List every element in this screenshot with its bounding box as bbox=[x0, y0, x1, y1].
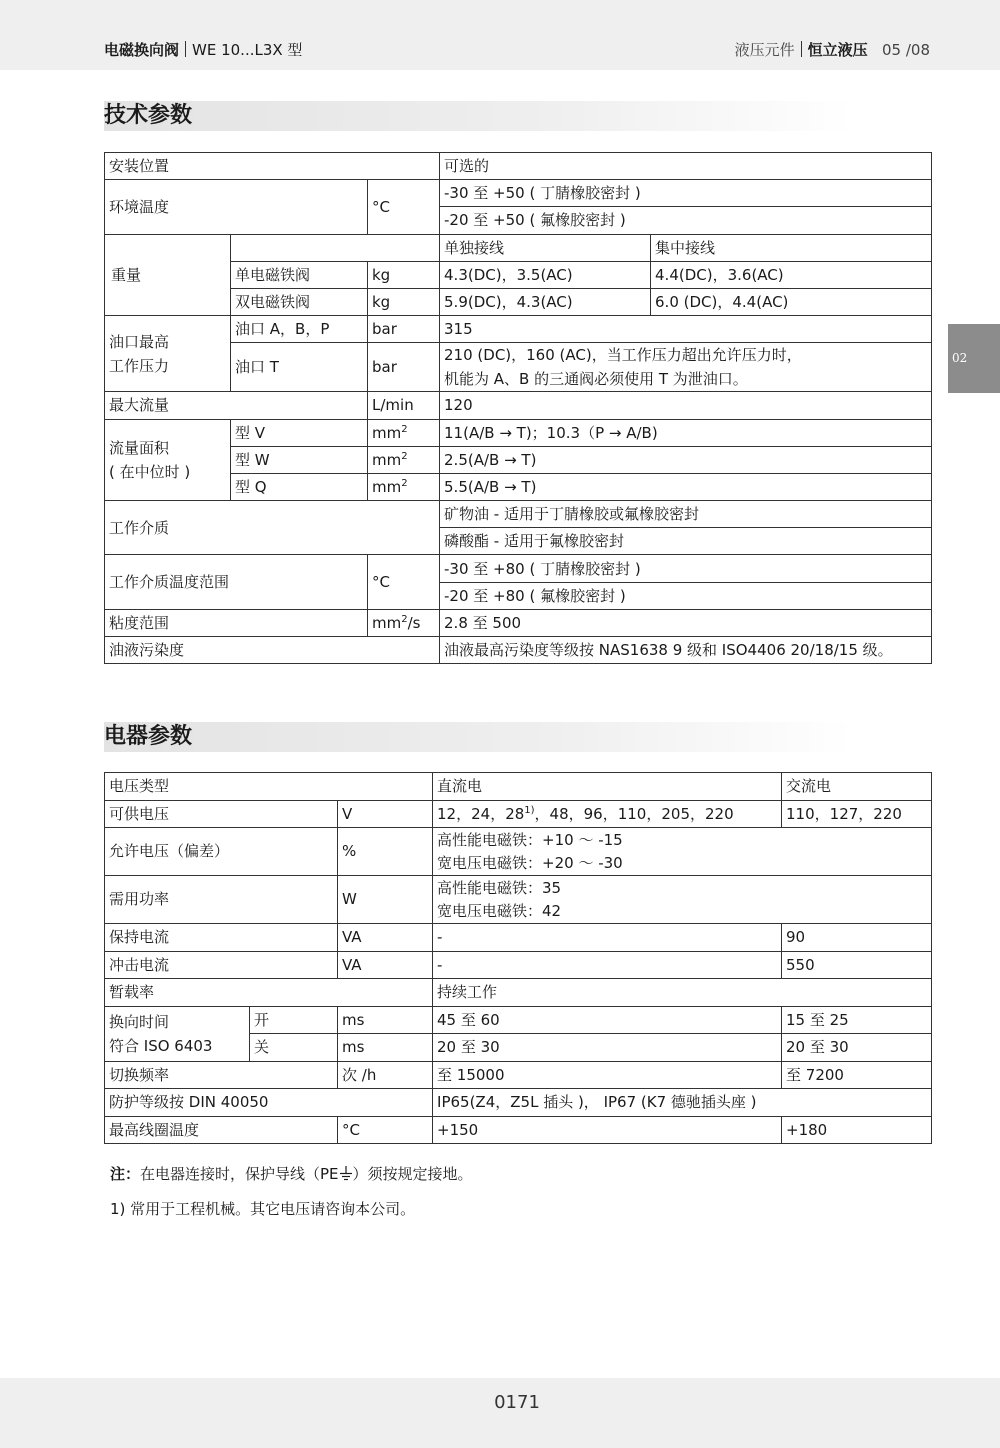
coil-unit: °C bbox=[338, 1116, 433, 1144]
weight-label: 重量 bbox=[105, 234, 231, 316]
table-row bbox=[105, 419, 932, 446]
weight-unit: kg bbox=[368, 288, 440, 315]
page-footer bbox=[0, 1378, 1000, 1448]
header-divider bbox=[185, 41, 186, 57]
supply-ac: 110，127，220 bbox=[782, 800, 932, 828]
area-unit bbox=[368, 473, 440, 500]
ground-note bbox=[110, 1163, 473, 1184]
weight-col-header: 单独接线 bbox=[440, 234, 651, 261]
chapter-tab: 02 bbox=[948, 324, 1000, 393]
area-unit bbox=[368, 419, 440, 446]
ac-header: 交流电 bbox=[782, 773, 932, 801]
supply-dc-part: ，48，96，110，205，220 bbox=[534, 804, 734, 823]
medium-temp-unit: °C bbox=[368, 555, 440, 609]
unit-tail: /s bbox=[407, 613, 421, 632]
unit-sup: 2 bbox=[401, 613, 408, 625]
note-text: ）须按规定接地。 bbox=[352, 1165, 473, 1183]
table-row bbox=[105, 637, 932, 664]
pressure-unit: bar bbox=[368, 316, 440, 343]
contamination-value: 油液最高污染度等级按 NAS1638 9 级和 ISO4406 20/18/15 级。 bbox=[440, 637, 932, 664]
tolerance-label: 允许电压（偏差） bbox=[105, 828, 338, 876]
pressure-t-label: 油口 T bbox=[231, 343, 368, 392]
switch-off-dc: 20 至 30 bbox=[433, 1034, 782, 1062]
medium-temp-value: -20 至 +80 ( 氟橡胶密封 ) bbox=[440, 582, 932, 609]
switch-unit: ms bbox=[338, 1006, 433, 1034]
weight-value: 4.3(DC)，3.5(AC) bbox=[440, 261, 651, 288]
empty-cell bbox=[231, 234, 440, 261]
area-type-label: 型 V bbox=[231, 419, 368, 446]
install-value: 可选的 bbox=[440, 153, 932, 180]
area-value: 11(A/B → T)；10.3（P → A/B) bbox=[440, 419, 932, 446]
elec-params-table bbox=[104, 772, 932, 1144]
table-row bbox=[105, 1061, 932, 1089]
unit-sup: 2 bbox=[401, 477, 408, 489]
header-brand: 恒立液压 bbox=[807, 41, 868, 59]
flow-value: 120 bbox=[440, 392, 932, 419]
duty-value: 持续工作 bbox=[433, 979, 932, 1007]
supply-label: 可供电压 bbox=[105, 800, 338, 828]
coil-label: 最高线圈温度 bbox=[105, 1116, 338, 1144]
area-value: 2.5(A/B → T) bbox=[440, 446, 932, 473]
viscosity-label: 粘度范围 bbox=[105, 609, 368, 636]
inrush-label: 冲击电流 bbox=[105, 951, 338, 979]
header-left bbox=[104, 39, 302, 60]
ambient-value: -30 至 +50 ( 丁腈橡胶密封 ) bbox=[440, 180, 932, 207]
duty-label: 暂载率 bbox=[105, 979, 433, 1007]
voltage-type-label: 电压类型 bbox=[105, 773, 433, 801]
pressure-abp-value: 315 bbox=[440, 316, 932, 343]
page-number: 0171 bbox=[494, 1392, 540, 1413]
switch-label-line: 符合 ISO 6403 bbox=[109, 1036, 213, 1055]
table-row bbox=[105, 555, 932, 582]
freq-ac: 至 7200 bbox=[782, 1061, 932, 1089]
install-label: 安装位置 bbox=[105, 153, 440, 180]
hold-dc: - bbox=[433, 924, 782, 952]
dc-header: 直流电 bbox=[433, 773, 782, 801]
table-row bbox=[105, 979, 932, 1007]
switch-label-line: 换向时间 bbox=[109, 1012, 170, 1031]
hold-unit: VA bbox=[338, 924, 433, 952]
header-right bbox=[735, 39, 930, 60]
contamination-label: 油液污染度 bbox=[105, 637, 440, 664]
medium-value: 磷酸酯 - 适用于氟橡胶密封 bbox=[440, 528, 932, 555]
area-type-label: 型 W bbox=[231, 446, 368, 473]
table-row bbox=[105, 773, 932, 801]
header-divider bbox=[801, 41, 802, 57]
protection-label: 防护等级按 DIN 40050 bbox=[105, 1089, 433, 1117]
header-product: 电磁换向阀 bbox=[104, 41, 180, 59]
table-row bbox=[105, 153, 932, 180]
tolerance-line: 宽电压电磁铁：+20 ～ -30 bbox=[437, 853, 623, 872]
table-row bbox=[105, 1116, 932, 1144]
ambient-unit: °C bbox=[368, 180, 440, 234]
table-row bbox=[105, 234, 932, 261]
pressure-unit: bar bbox=[368, 343, 440, 392]
ambient-value: -20 至 +50 ( 氟橡胶密封 ) bbox=[440, 207, 932, 234]
note-text: 在电器连接时，保护导线（PE bbox=[140, 1165, 339, 1183]
inrush-ac: 550 bbox=[782, 951, 932, 979]
tolerance-line: 高性能电磁铁：+10 ～ -15 bbox=[437, 830, 623, 849]
supply-dc-part: 12，24，28 bbox=[437, 804, 525, 823]
switch-on-dc: 45 至 60 bbox=[433, 1006, 782, 1034]
medium-temp-value: -30 至 +80 ( 丁腈橡胶密封 ) bbox=[440, 555, 932, 582]
weight-value: 5.9(DC)，4.3(AC) bbox=[440, 288, 651, 315]
header-model: WE 10...L3X 型 bbox=[192, 41, 303, 59]
table-row bbox=[105, 924, 932, 952]
ambient-label: 环境温度 bbox=[105, 180, 368, 234]
unit-base: mm bbox=[372, 423, 402, 442]
footnote-ref: 1) bbox=[524, 804, 535, 816]
table-row bbox=[105, 951, 932, 979]
tolerance-value bbox=[433, 828, 932, 876]
section-title-tech: 技术参数 bbox=[104, 101, 854, 131]
table-row bbox=[105, 501, 932, 528]
freq-label: 切换频率 bbox=[105, 1061, 338, 1089]
area-label-line: ( 在中位时 ) bbox=[109, 462, 191, 481]
header-category: 液压元件 bbox=[734, 41, 795, 59]
viscosity-value: 2.8 至 500 bbox=[440, 609, 932, 636]
viscosity-unit bbox=[368, 609, 440, 636]
weight-unit: kg bbox=[368, 261, 440, 288]
inrush-dc: - bbox=[433, 951, 782, 979]
switch-unit: ms bbox=[338, 1034, 433, 1062]
weight-value: 6.0 (DC)，4.4(AC) bbox=[651, 288, 932, 315]
table-row bbox=[105, 392, 932, 419]
pressure-label bbox=[105, 316, 231, 392]
flow-label: 最大流量 bbox=[105, 392, 368, 419]
freq-unit: 次 /h bbox=[338, 1061, 433, 1089]
coil-ac: +180 bbox=[782, 1116, 932, 1144]
area-value: 5.5(A/B → T) bbox=[440, 473, 932, 500]
table-row bbox=[105, 876, 932, 924]
protection-value: IP65(Z4，Z5L 插头 )， IP67 (K7 德驰插头座 ) bbox=[433, 1089, 932, 1117]
pressure-abp-label: 油口 A，B，P bbox=[231, 316, 368, 343]
hold-label: 保持电流 bbox=[105, 924, 338, 952]
medium-value: 矿物油 - 适用于丁腈橡胶或氟橡胶密封 bbox=[440, 501, 932, 528]
power-line: 宽电压电磁铁：42 bbox=[437, 901, 562, 920]
table-row bbox=[105, 1089, 932, 1117]
page-header bbox=[0, 0, 1000, 70]
unit-base: mm bbox=[372, 477, 402, 496]
supply-unit: V bbox=[338, 800, 433, 828]
power-line: 高性能电磁铁：35 bbox=[437, 878, 562, 897]
power-unit: W bbox=[338, 876, 433, 924]
unit-base: mm bbox=[372, 613, 402, 632]
table-row bbox=[105, 1006, 932, 1034]
hold-ac: 90 bbox=[782, 924, 932, 952]
weight-col-header: 集中接线 bbox=[651, 234, 932, 261]
section-title-elec: 电器参数 bbox=[104, 722, 854, 752]
medium-temp-label: 工作介质温度范围 bbox=[105, 555, 368, 609]
weight-double-label: 双电磁铁阀 bbox=[231, 288, 368, 315]
weight-value: 4.4(DC)，3.6(AC) bbox=[651, 261, 932, 288]
pressure-label-line: 工作压力 bbox=[109, 356, 170, 375]
power-label: 需用功率 bbox=[105, 876, 338, 924]
area-type-label: 型 Q bbox=[231, 473, 368, 500]
ground-icon bbox=[339, 1166, 353, 1182]
coil-dc: +150 bbox=[433, 1116, 782, 1144]
header-page-ref: 05 /08 bbox=[882, 41, 930, 59]
area-label-line: 流量面积 bbox=[109, 438, 170, 457]
area-unit bbox=[368, 446, 440, 473]
medium-label: 工作介质 bbox=[105, 501, 440, 555]
switch-off-ac: 20 至 30 bbox=[782, 1034, 932, 1062]
switch-on-label: 开 bbox=[250, 1006, 338, 1034]
pressure-t-line: 机能为 A、B 的三通阀必须使用 T 为泄油口。 bbox=[444, 370, 748, 389]
flow-unit: L/min bbox=[368, 392, 440, 419]
table-row bbox=[105, 828, 932, 876]
unit-sup: 2 bbox=[401, 450, 408, 462]
unit-sup: 2 bbox=[401, 423, 408, 435]
tolerance-unit: % bbox=[338, 828, 433, 876]
table-row bbox=[105, 180, 932, 207]
power-value bbox=[433, 876, 932, 924]
pressure-t-value bbox=[440, 343, 932, 392]
switch-on-ac: 15 至 25 bbox=[782, 1006, 932, 1034]
unit-base: mm bbox=[372, 450, 402, 469]
inrush-unit: VA bbox=[338, 951, 433, 979]
switch-off-label: 关 bbox=[250, 1034, 338, 1062]
table-row bbox=[105, 800, 932, 828]
pressure-t-line: 210 (DC)，160 (AC)，当工作压力超出允许压力时， bbox=[444, 346, 802, 365]
pressure-label-line: 油口最高 bbox=[109, 332, 170, 351]
table-row bbox=[105, 316, 932, 343]
weight-single-label: 单电磁铁阀 bbox=[231, 261, 368, 288]
table-row bbox=[105, 609, 932, 636]
freq-dc: 至 15000 bbox=[433, 1061, 782, 1089]
switch-label bbox=[105, 1006, 250, 1061]
note-prefix: 注： bbox=[110, 1165, 141, 1183]
footnote: 1) 常用于工程机械。其它电压请咨询本公司。 bbox=[110, 1200, 416, 1218]
tech-params-table bbox=[104, 152, 932, 664]
area-label bbox=[105, 419, 231, 501]
supply-dc bbox=[433, 800, 782, 828]
